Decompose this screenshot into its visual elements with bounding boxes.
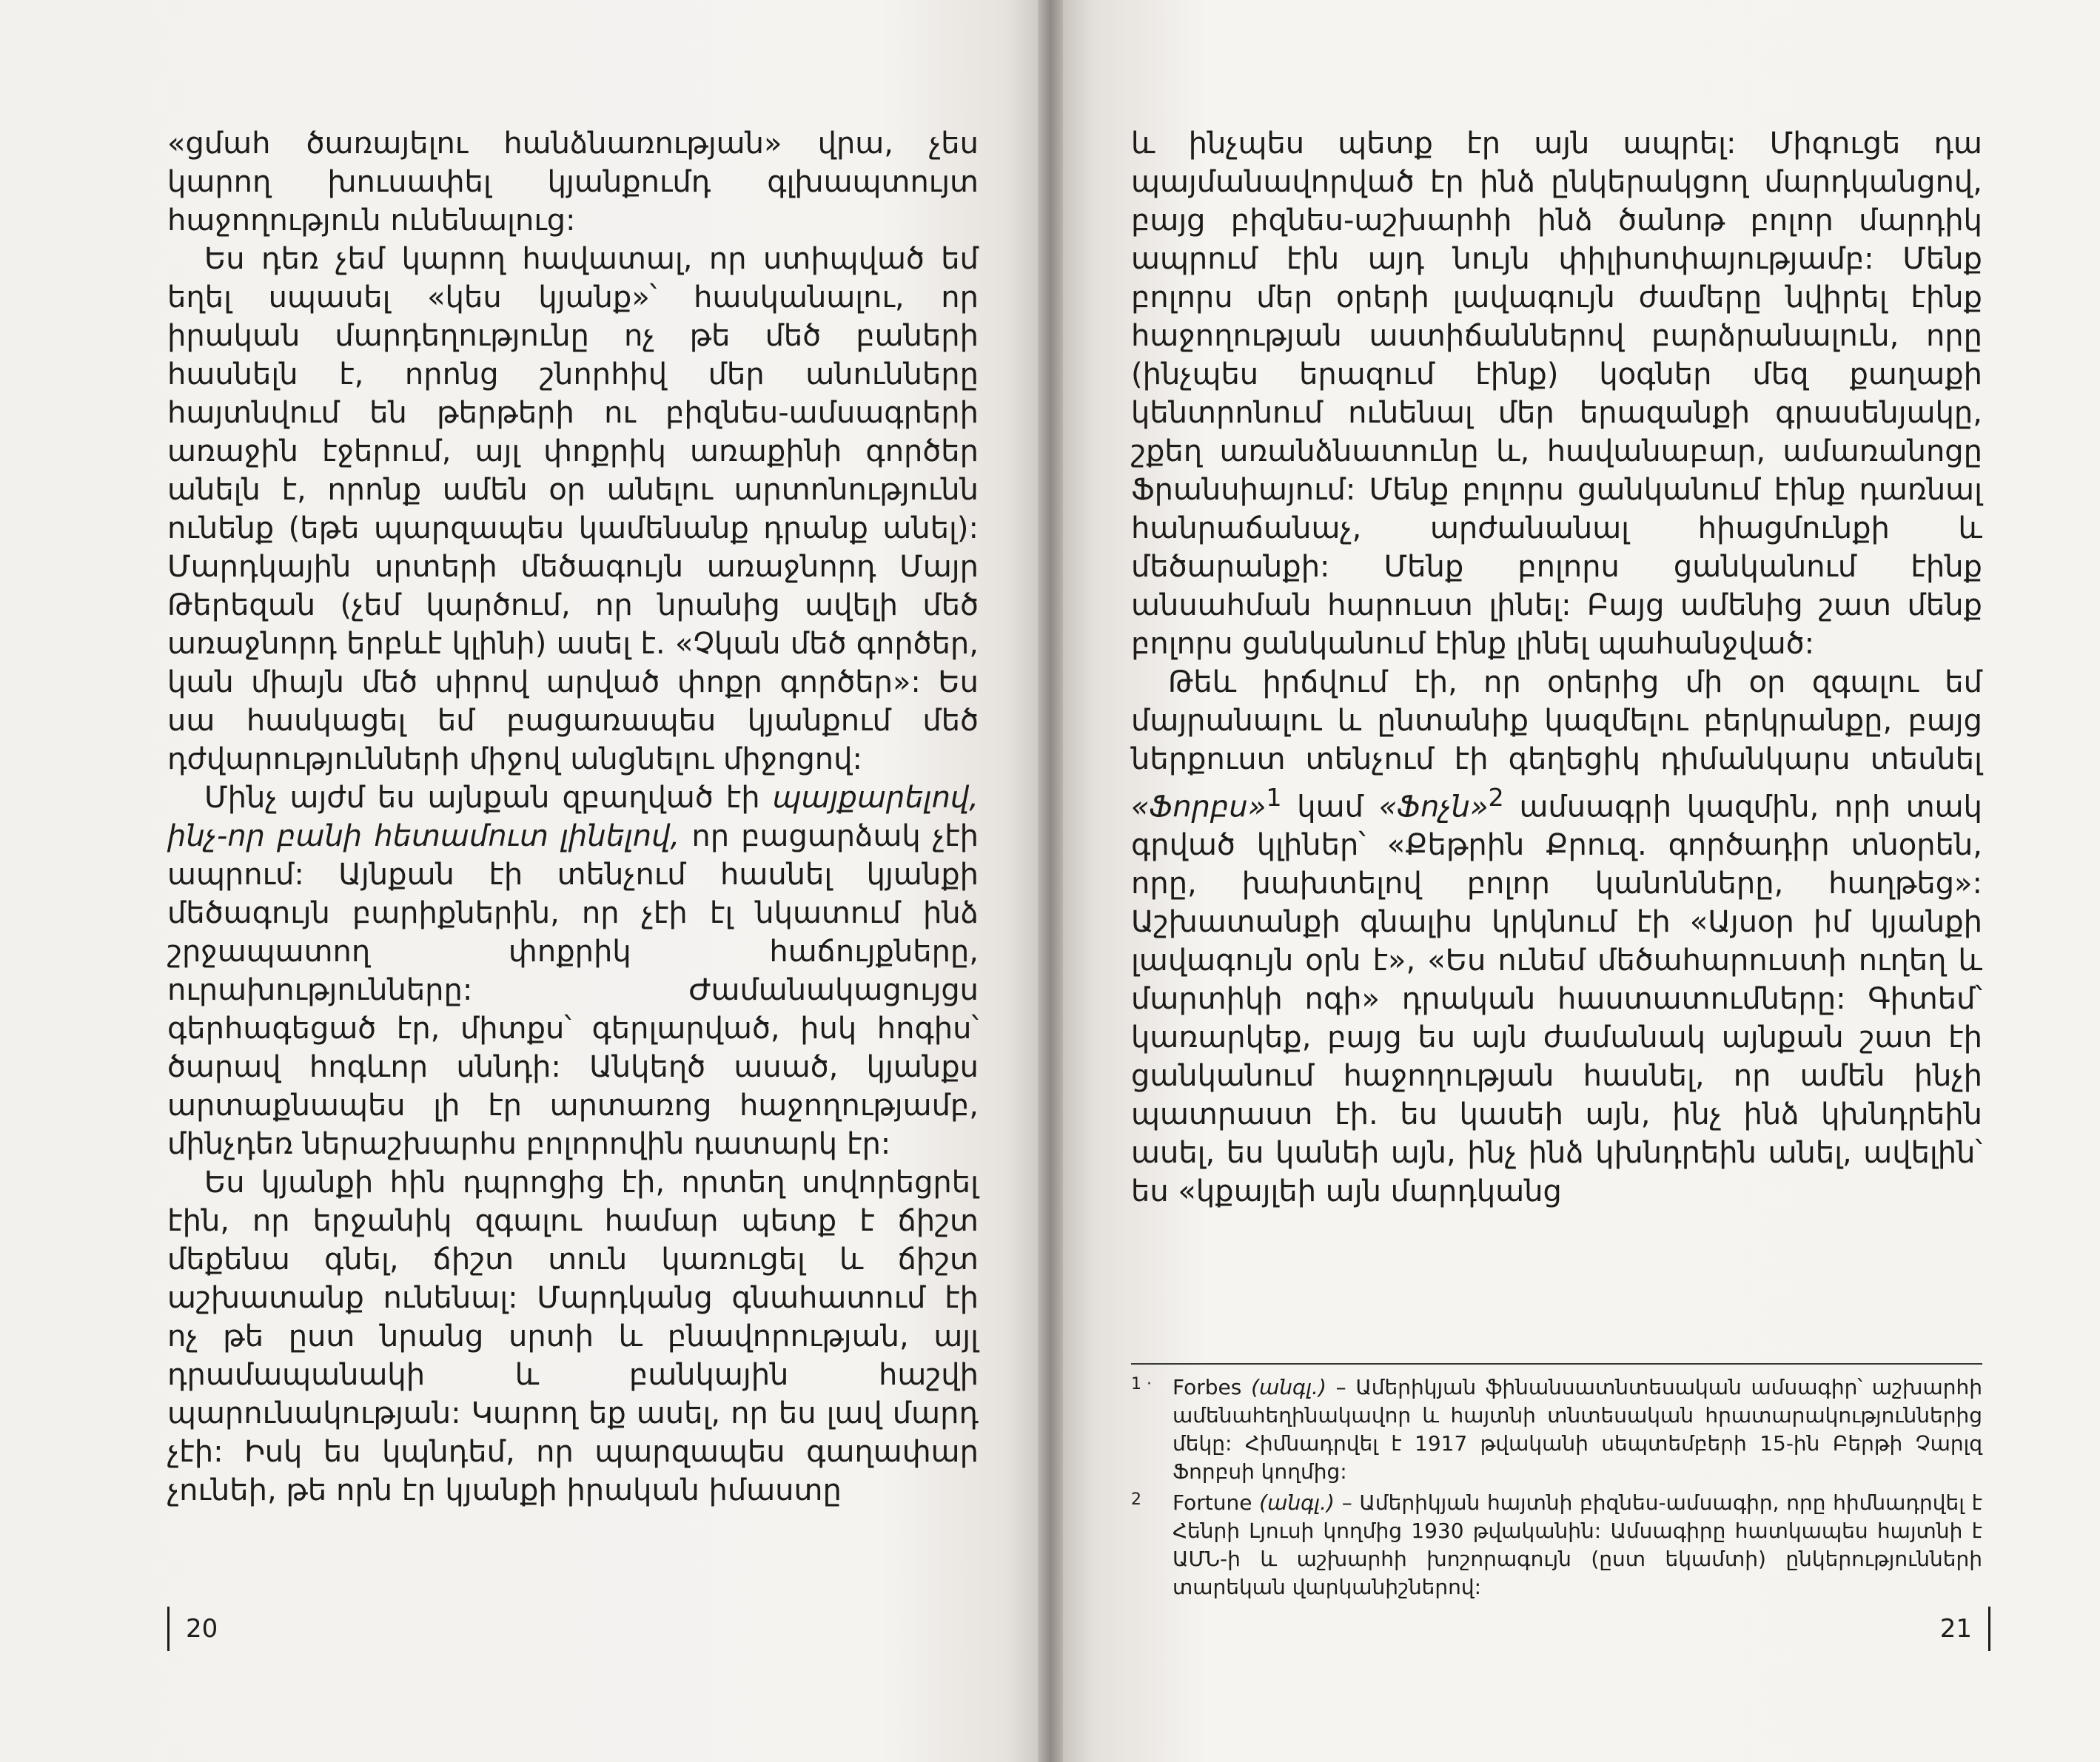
book-gutter bbox=[1038, 0, 1063, 1762]
left-page bbox=[0, 0, 1038, 1762]
magazine-title-forbes: «Ֆորբս» bbox=[1131, 790, 1267, 824]
paragraph-text: կամ bbox=[1281, 790, 1379, 824]
paragraph bbox=[1131, 663, 1982, 1211]
paragraph-text: ամսագրի կազմին, որի տակ գրված կլիներ՝ «Քեթրին Քրուզ. գործադիր տնօրեն, որը, խախտելով բոլոր կանոնները, հաղթեց»: Աշխատանքի գնալիս կրկնում էի «Այսօր իմ կյանքի լավագույն օրն է», «Ես ունեմ մեծահարուստի ուղեղ և մարտիկի ոգի» դրական հաստատումները: Գիտեմ՝ կառարկեք, բայց ես այն ժամանակ այնքան շատ էի ցանկանում հաջողության հասնել, որ ամեն ինչի պատրաստ էի. ես կասեի այն, ինչ ինձ կխնդրեին ասել, ես կանեի այն, ինչ ինձ կխնդրեին անել, ավելին՝ ես «կքայլեի այն մարդկանց bbox=[1131, 790, 1982, 1209]
paragraph-text: Թեև իրճվում էի, որ օրերից մի օր զգալու եմ մայրանալու և ընտանիք կազմելու բերկրանքը, բայց ներքուստ տենչում էի գեղեցիկ դիմանկարս տեսնել bbox=[1131, 665, 1982, 776]
footnote-ref: 1 bbox=[1266, 783, 1282, 812]
page-number: 20 bbox=[167, 1607, 218, 1651]
footnote-ref: 2 bbox=[1488, 783, 1504, 812]
paragraph bbox=[167, 779, 979, 1163]
paragraph: Ես դեռ չեմ կարող հավատալ, որ ստիպված եմ եղել սպասել «կես կյանք»՝ հասկանալու, որ իրական մարդեղությունը ոչ թե մեծ բաների հասնելն է, որոնց շնորհիվ մեր անունները հայտնվում են թերթերի ու բիզնես-ամսագրերի առաջին էջերում, այլ փոքրիկ առաքինի գործեր անելն է, որոնք ամեն օր անելու արտոնությունն ունենք (եթե պարզապես կամենանք դրանք անել): Մարդկային սրտերի մեծագույն առաջնորդ Մայր Թերեզան (չեմ կարծում, որ նրանից ավելի մեծ առաջնորդ երբևէ կլինի) ասել է. «Չկան մեծ գործեր, կան միայն մեծ սիրով արված փոքր գործեր»: Ես սա հասկացել եմ բացառապես կյանքում մեծ դժվարությունների միջով անցնելու միջոցով: bbox=[167, 242, 979, 776]
footnote-term: Forbes bbox=[1173, 1375, 1252, 1399]
paragraph: Ես կյանքի հին դպրոցից էի, որտեղ սովորեցրել էին, որ երջանիկ զգալու համար պետք է ճիշտ մեքենա գնել, ճիշտ տուն կառուցել և ճիշտ աշխատանք ունենալ: Մարդկանց գնահատում էի ոչ թե ըստ նրանց սրտի և բնավորության, այլ դրամապանակի և բանկային հաշվի պարունակության: Կարող եք ասել, որ ես լավ մարդ չէի: Իսկ ես կպնդեմ, որ պարզապես գաղափար չունեի, թե որն էր կյանքի իրական իմաստը bbox=[167, 1166, 979, 1507]
right-page-body bbox=[1131, 124, 1982, 1211]
magazine-title-fortune: «Ֆոչն» bbox=[1378, 790, 1489, 824]
paragraph-text: որ բացարձակ չէի ապրում: Այնքան էի տենչում հասնել կյանքի մեծագույն բարիքներին, որ չէի էլ նկատում ինձ շրջապատող փոքրիկ հաճույքները, ուրախությունները: Ժամանակացույցս գերհագեցած էր, միտքս՝ գերլարված, իսկ հոգիս՝ ծարավ հոգևոր սննդի: Անկեղծ ասած, կյանքս արտաքնապես լի էր արտառոց հաջողությամբ, մինչդեռ ներաշխարհս բոլորովին դատարկ էր: bbox=[167, 819, 979, 1161]
right-page bbox=[1063, 0, 2100, 1762]
footnote-term: Fortune bbox=[1173, 1490, 1260, 1515]
footnote bbox=[1131, 1373, 1982, 1486]
left-page-body bbox=[167, 124, 979, 1510]
paragraph-text: Մինչ այժմ ես այնքան զբաղված էի bbox=[204, 781, 773, 815]
paragraph: «ցմահ ծառայելու հանձնառության» վրա, չես կարող խուսափել կյանքումդ գլխապտույտ հաջողություն ունենալուց: bbox=[167, 127, 979, 238]
footnote-lang: (անգլ.) bbox=[1259, 1490, 1335, 1515]
footnote bbox=[1131, 1489, 1982, 1601]
italic-phrase: պայքարելով, ինչ-որ բանի հետամուտ լինելով, bbox=[167, 781, 979, 853]
footnote-number: 1 · bbox=[1131, 1375, 1152, 1393]
page-number: 21 bbox=[1940, 1607, 1990, 1651]
footnotes bbox=[1131, 1363, 1982, 1604]
footnote-text: – Ամերիկյան հայտնի բիզնես-ամսագիր, որը հիմնադրվել է Հենրի Լյուսի կողմից 1930 թվականին: Ամսագիրը հատկապես հայտնի է ԱՄՆ-ի և աշխարհի խոշորագույն (ըստ եկամտի) ընկերությունների տարեկան վարկանիշներով: bbox=[1173, 1490, 1982, 1599]
footnote-lang: (անգլ.) bbox=[1251, 1375, 1326, 1399]
footnote-text: – Ամերիկյան ֆինանսատնտեսական ամսագիր՝ աշխարհի ամենահեղինակավոր և հայտնի տնտեսական հրատարակություններից մեկը: Հիմնադրվել է 1917 թվականի սեպտեմբերի 15-ին Բերթի Չարլզ Ֆորբսի կողմից: bbox=[1173, 1375, 1982, 1484]
footnote-number: 2 bbox=[1131, 1490, 1141, 1509]
paragraph: և ինչպես պետք էր այն ապրել: Միգուցե դա պայմանավորված էր ինձ ընկերակցող մարդկանցով, բայց բիզնես-աշխարհի ինձ ծանոթ բոլոր մարդիկ ապրում էին այդ նույն փիլիսոփայությամբ: Մենք բոլորս մեր օրերի լավագույն ժամերը նվիրել էինք հաջողության աստիճաններով բարձրանալուն, որը (ինչպես երազում էինք) կօգներ մեզ քաղաքի կենտրոնում ունենալ մեր երազանքի գրասենյակը, շքեղ առանձնատունը և, հավանաբար, ամառանոցը Ֆրանսիայում: Մենք բոլորս ցանկանում էինք դառնալ հանրաճանաչ, արժանանալ հիացմունքի և մեծարանքի: Մենք բոլորս ցանկանում էինք անսահման հարուստ լինել: Բայց ամենից շատ մենք բոլորս ցանկանում էինք լինել պահանջված: bbox=[1131, 127, 1982, 661]
